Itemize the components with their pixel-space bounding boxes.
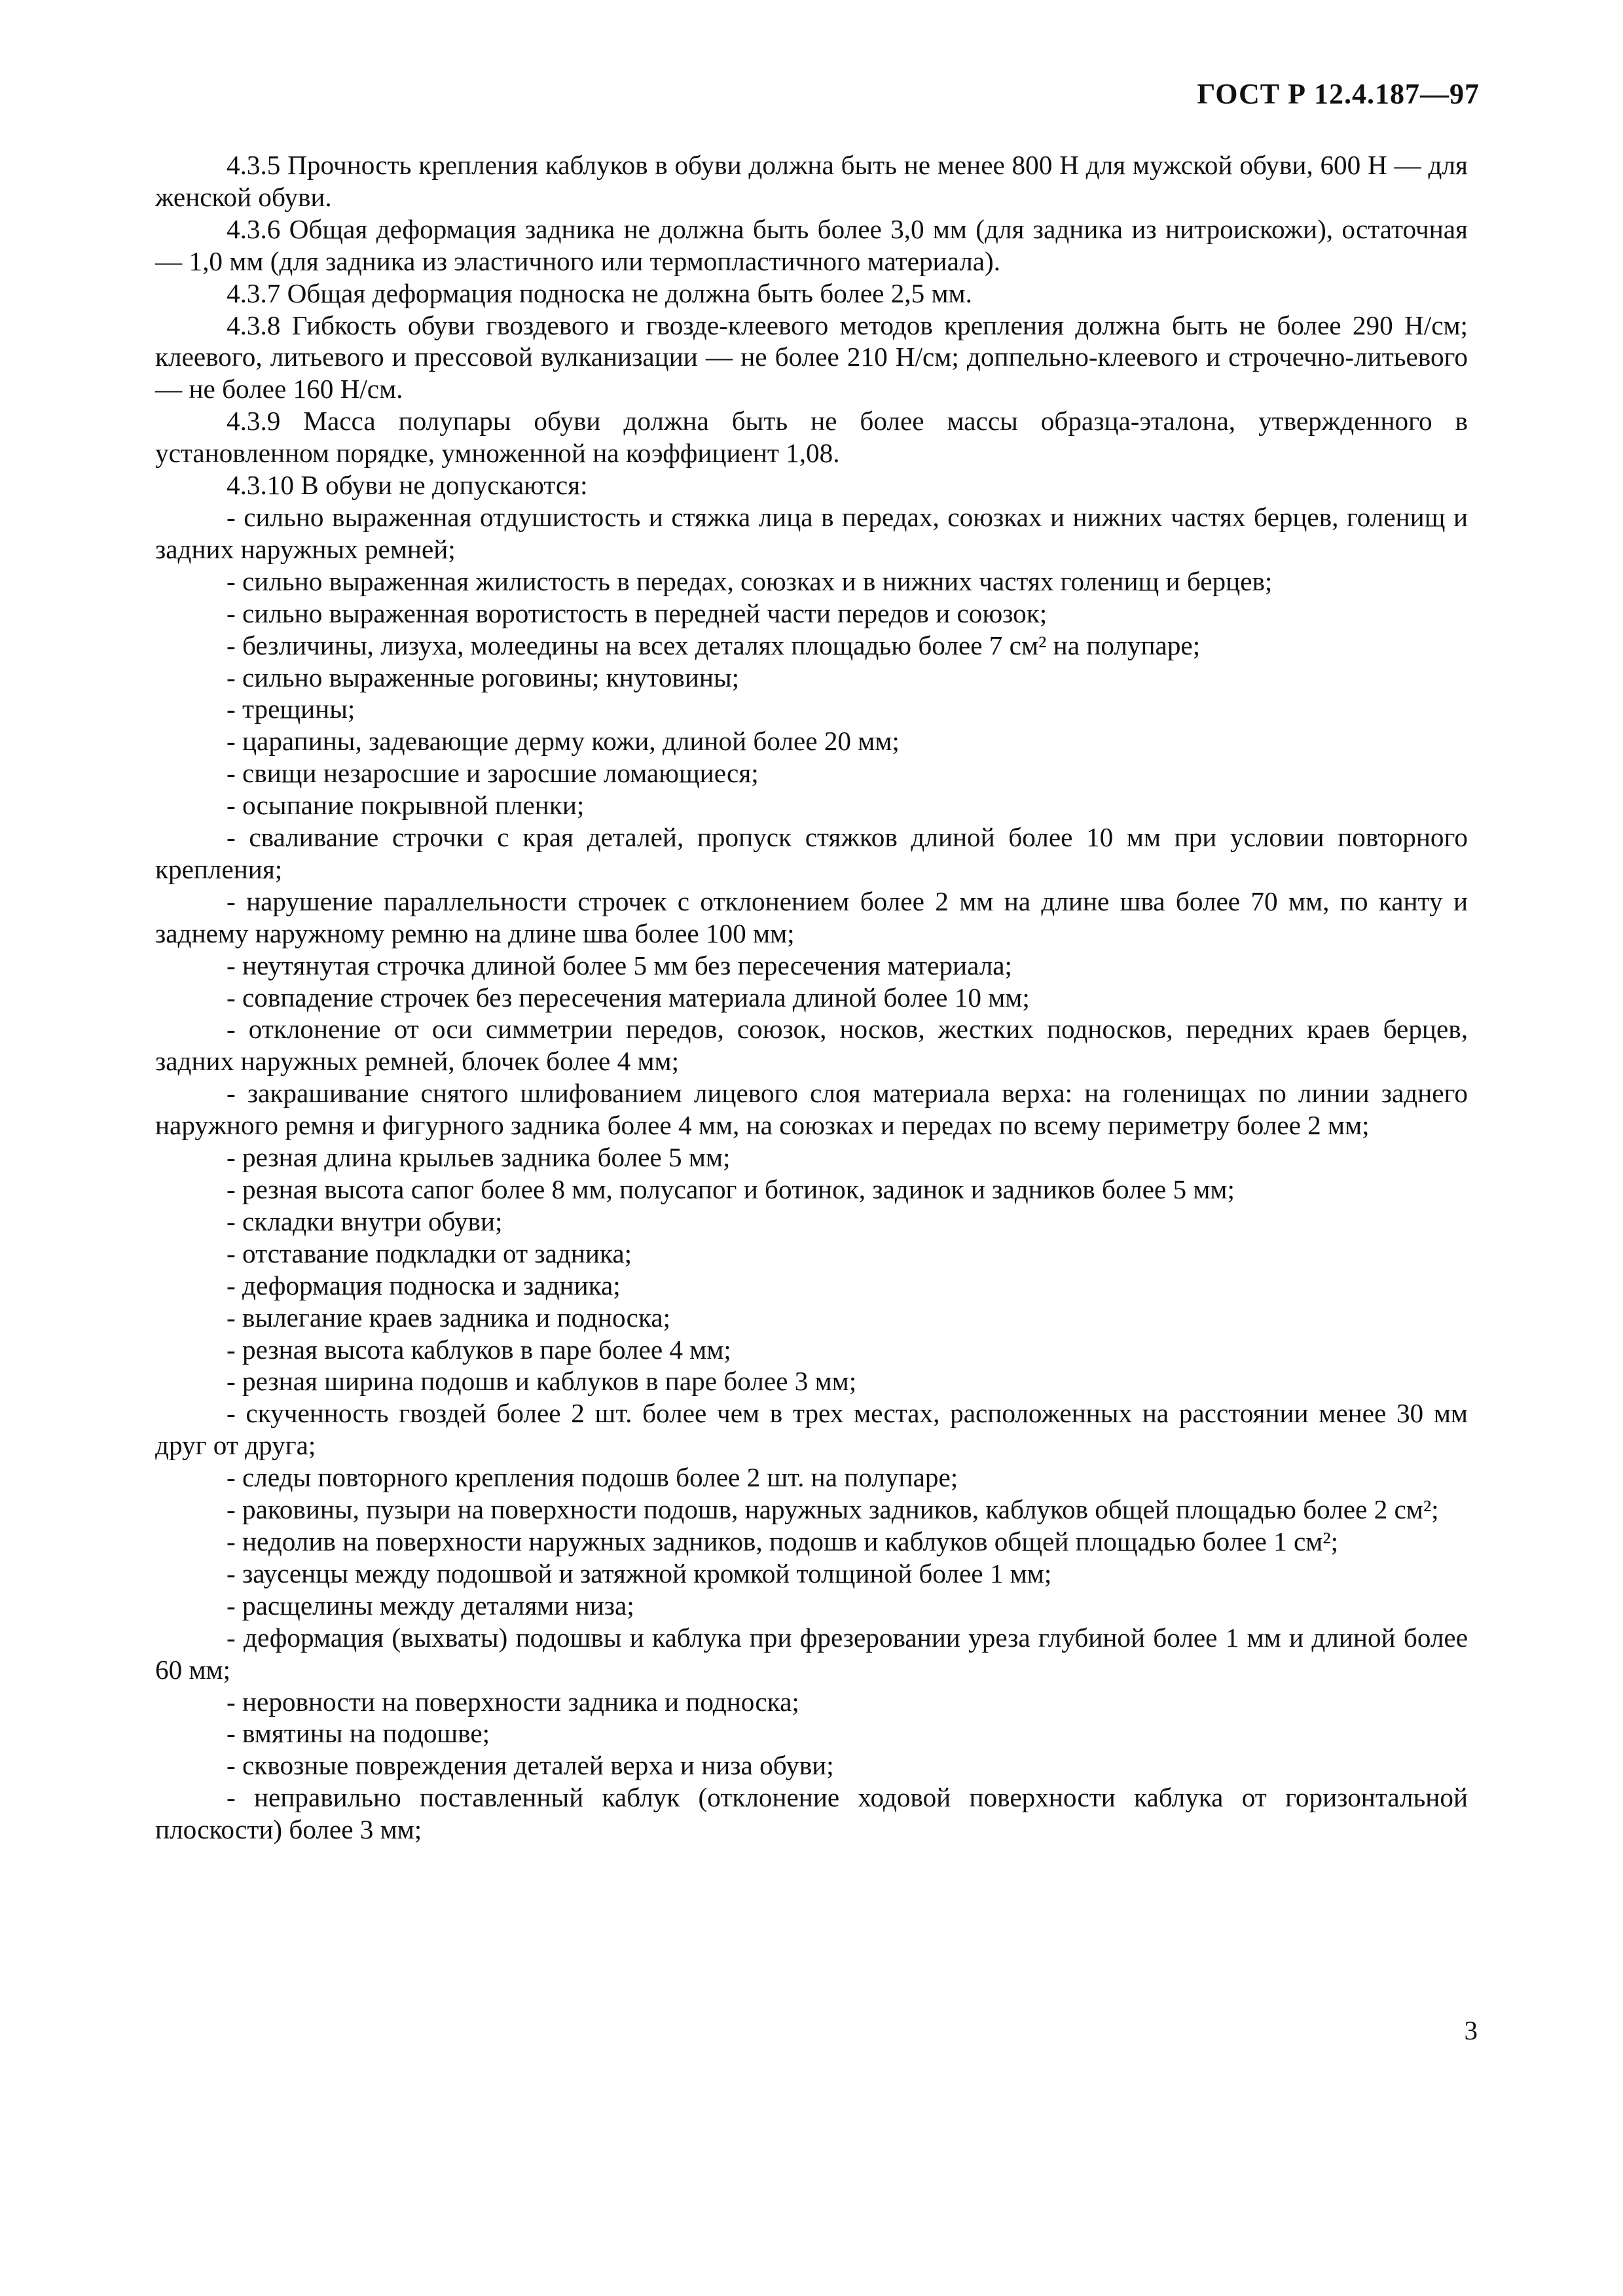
list-item: - нарушение параллельности строчек с отклонением более 2 мм на длине шва более 70 мм, по канту и заднему наружному ремню на длине шва более 100 мм; — [155, 886, 1468, 948]
list-item: - раковины, пузыри на поверхности подошв, наружных задников, каблуков общей площадью более 2 см²; — [227, 1494, 1439, 1525]
list-item: - безличины, лизуха, молеедины на всех деталях площадью более 7 см² на полупаре; — [227, 630, 1201, 660]
clause-4-3-7: 4.3.7 Общая деформация подноска не должна быть более 2,5 мм. — [227, 278, 972, 308]
clause-4-3-10: 4.3.10 В обуви не допускаются: — [227, 470, 588, 501]
document-code: ГОСТ Р 12.4.187—97 — [1197, 78, 1480, 110]
document-body — [155, 149, 1468, 1846]
list-item: - деформация подноска и задника; — [227, 1270, 621, 1300]
list-item: - свищи незаросшие и заросшие ломающиеся; — [227, 758, 759, 789]
clause-4-3-5: 4.3.5 Прочность крепления каблуков в обуви должна быть не менее 800 Н для мужской обуви, 600 Н — для женской обуви. — [155, 150, 1468, 212]
list-item: - отклонение от оси симметрии передов, союзок, носков, жестких подносков, передних краев берцев, задних наружных ремней, блочек более 4 мм; — [155, 1014, 1468, 1077]
list-item: - царапины, задевающие дерму кожи, длиной более 20 мм; — [227, 726, 900, 757]
list-item: - сквозные повреждения деталей верха и низа обуви; — [227, 1750, 834, 1781]
page-number: 3 — [1464, 2015, 1478, 2045]
list-item: - сильно выраженные роговины; кнутовины; — [227, 662, 740, 692]
list-item: - сильно выраженная воротистость в передней части передов и союзок; — [227, 598, 1048, 628]
clause-4-3-9: 4.3.9 Масса полупары обуви должна быть не более массы образца-эталона, утвержденного в установленном порядке, умноженной на коэффициент 1,08. — [155, 406, 1468, 469]
clause-4-3-6: 4.3.6 Общая деформация задника не должна быть более 3,0 мм (для задника из нитроискожи), остаточная — 1,0 мм (для задника из эластичного или термопластичного материала). — [155, 213, 1468, 276]
list-item: - сваливание строчки с края деталей, пропуск стяжков длиной более 10 мм при условии повторного крепления; — [155, 822, 1468, 884]
list-item: - резная ширина подошв и каблуков в паре более 3 мм; — [227, 1366, 857, 1397]
list-item: - совпадение строчек без пересечения материала длиной более 10 мм; — [227, 982, 1030, 1013]
list-item: - расщелины между деталями низа; — [227, 1590, 634, 1621]
list-item: - вылегание краев задника и подноска; — [227, 1302, 671, 1333]
list-item: - неутянутая строчка длиной более 5 мм без пересечения материала; — [227, 950, 1012, 980]
list-item: - скученность гвоздей более 2 шт. более чем в трех местах, расположенных на расстоянии менее 30 мм друг от друга; — [155, 1398, 1468, 1461]
list-item: - резная высота каблуков в паре более 4 мм; — [227, 1334, 731, 1365]
list-item: - неправильно поставленный каблук (отклонение ходовой поверхности каблука от горизонтальной плоскости) более 3 мм; — [155, 1782, 1468, 1845]
list-item: - деформация (выхваты) подошвы и каблука при фрезеровании уреза глубиной более 1 мм и длиной более 60 мм; — [155, 1622, 1468, 1685]
list-item: - отставание подкладки от задника; — [227, 1238, 632, 1268]
list-item: - трещины; — [227, 694, 356, 725]
list-item: - заусенцы между подошвой и затяжной кромкой толщиной более 1 мм; — [227, 1558, 1052, 1588]
clause-4-3-8: 4.3.8 Гибкость обуви гвоздевого и гвозде-клеевого методов крепления должна быть не более 290 Н/см; клеевого, литьевого и прессовой вулканизации — не более 210 Н/см; доппельно-клеевого и строчечно-литьевого — не более 160 Н/см. — [155, 310, 1468, 404]
list-item: - осыпание покрывной пленки; — [227, 790, 585, 821]
list-item: - резная длина крыльев задника более 5 мм; — [227, 1142, 731, 1173]
list-item: - сильно выраженная жилистость в передах, союзках и в нижних частях голенищ и берцев; — [227, 565, 1273, 596]
list-item: - неровности на поверхности задника и подноска; — [227, 1686, 799, 1717]
list-item: - недолив на поверхности наружных задников, подошв и каблуков общей площадью более 1 см²; — [227, 1526, 1339, 1556]
list-item: - резная высота сапог более 8 мм, полусапог и ботинок, задинок и задников более 5 мм; — [227, 1174, 1235, 1204]
list-item: - закрашивание снятого шлифованием лицевого слоя материала верха: на голенищах по линии заднего наружного ремня и фигурного задника более 4 мм, на союзках и передах по всему периметру более 2 мм; — [155, 1078, 1468, 1141]
list-item: - складки внутри обуви; — [227, 1206, 503, 1236]
list-item: - сильно выраженная отдушистость и стяжка лица в передах, союзках и нижних частях берцев, голенищ и задних наружных ремней; — [155, 501, 1468, 564]
list-item: - следы повторного крепления подошв более 2 шт. на полупаре; — [227, 1462, 958, 1493]
list-item: - вмятины на подошве; — [227, 1718, 490, 1749]
